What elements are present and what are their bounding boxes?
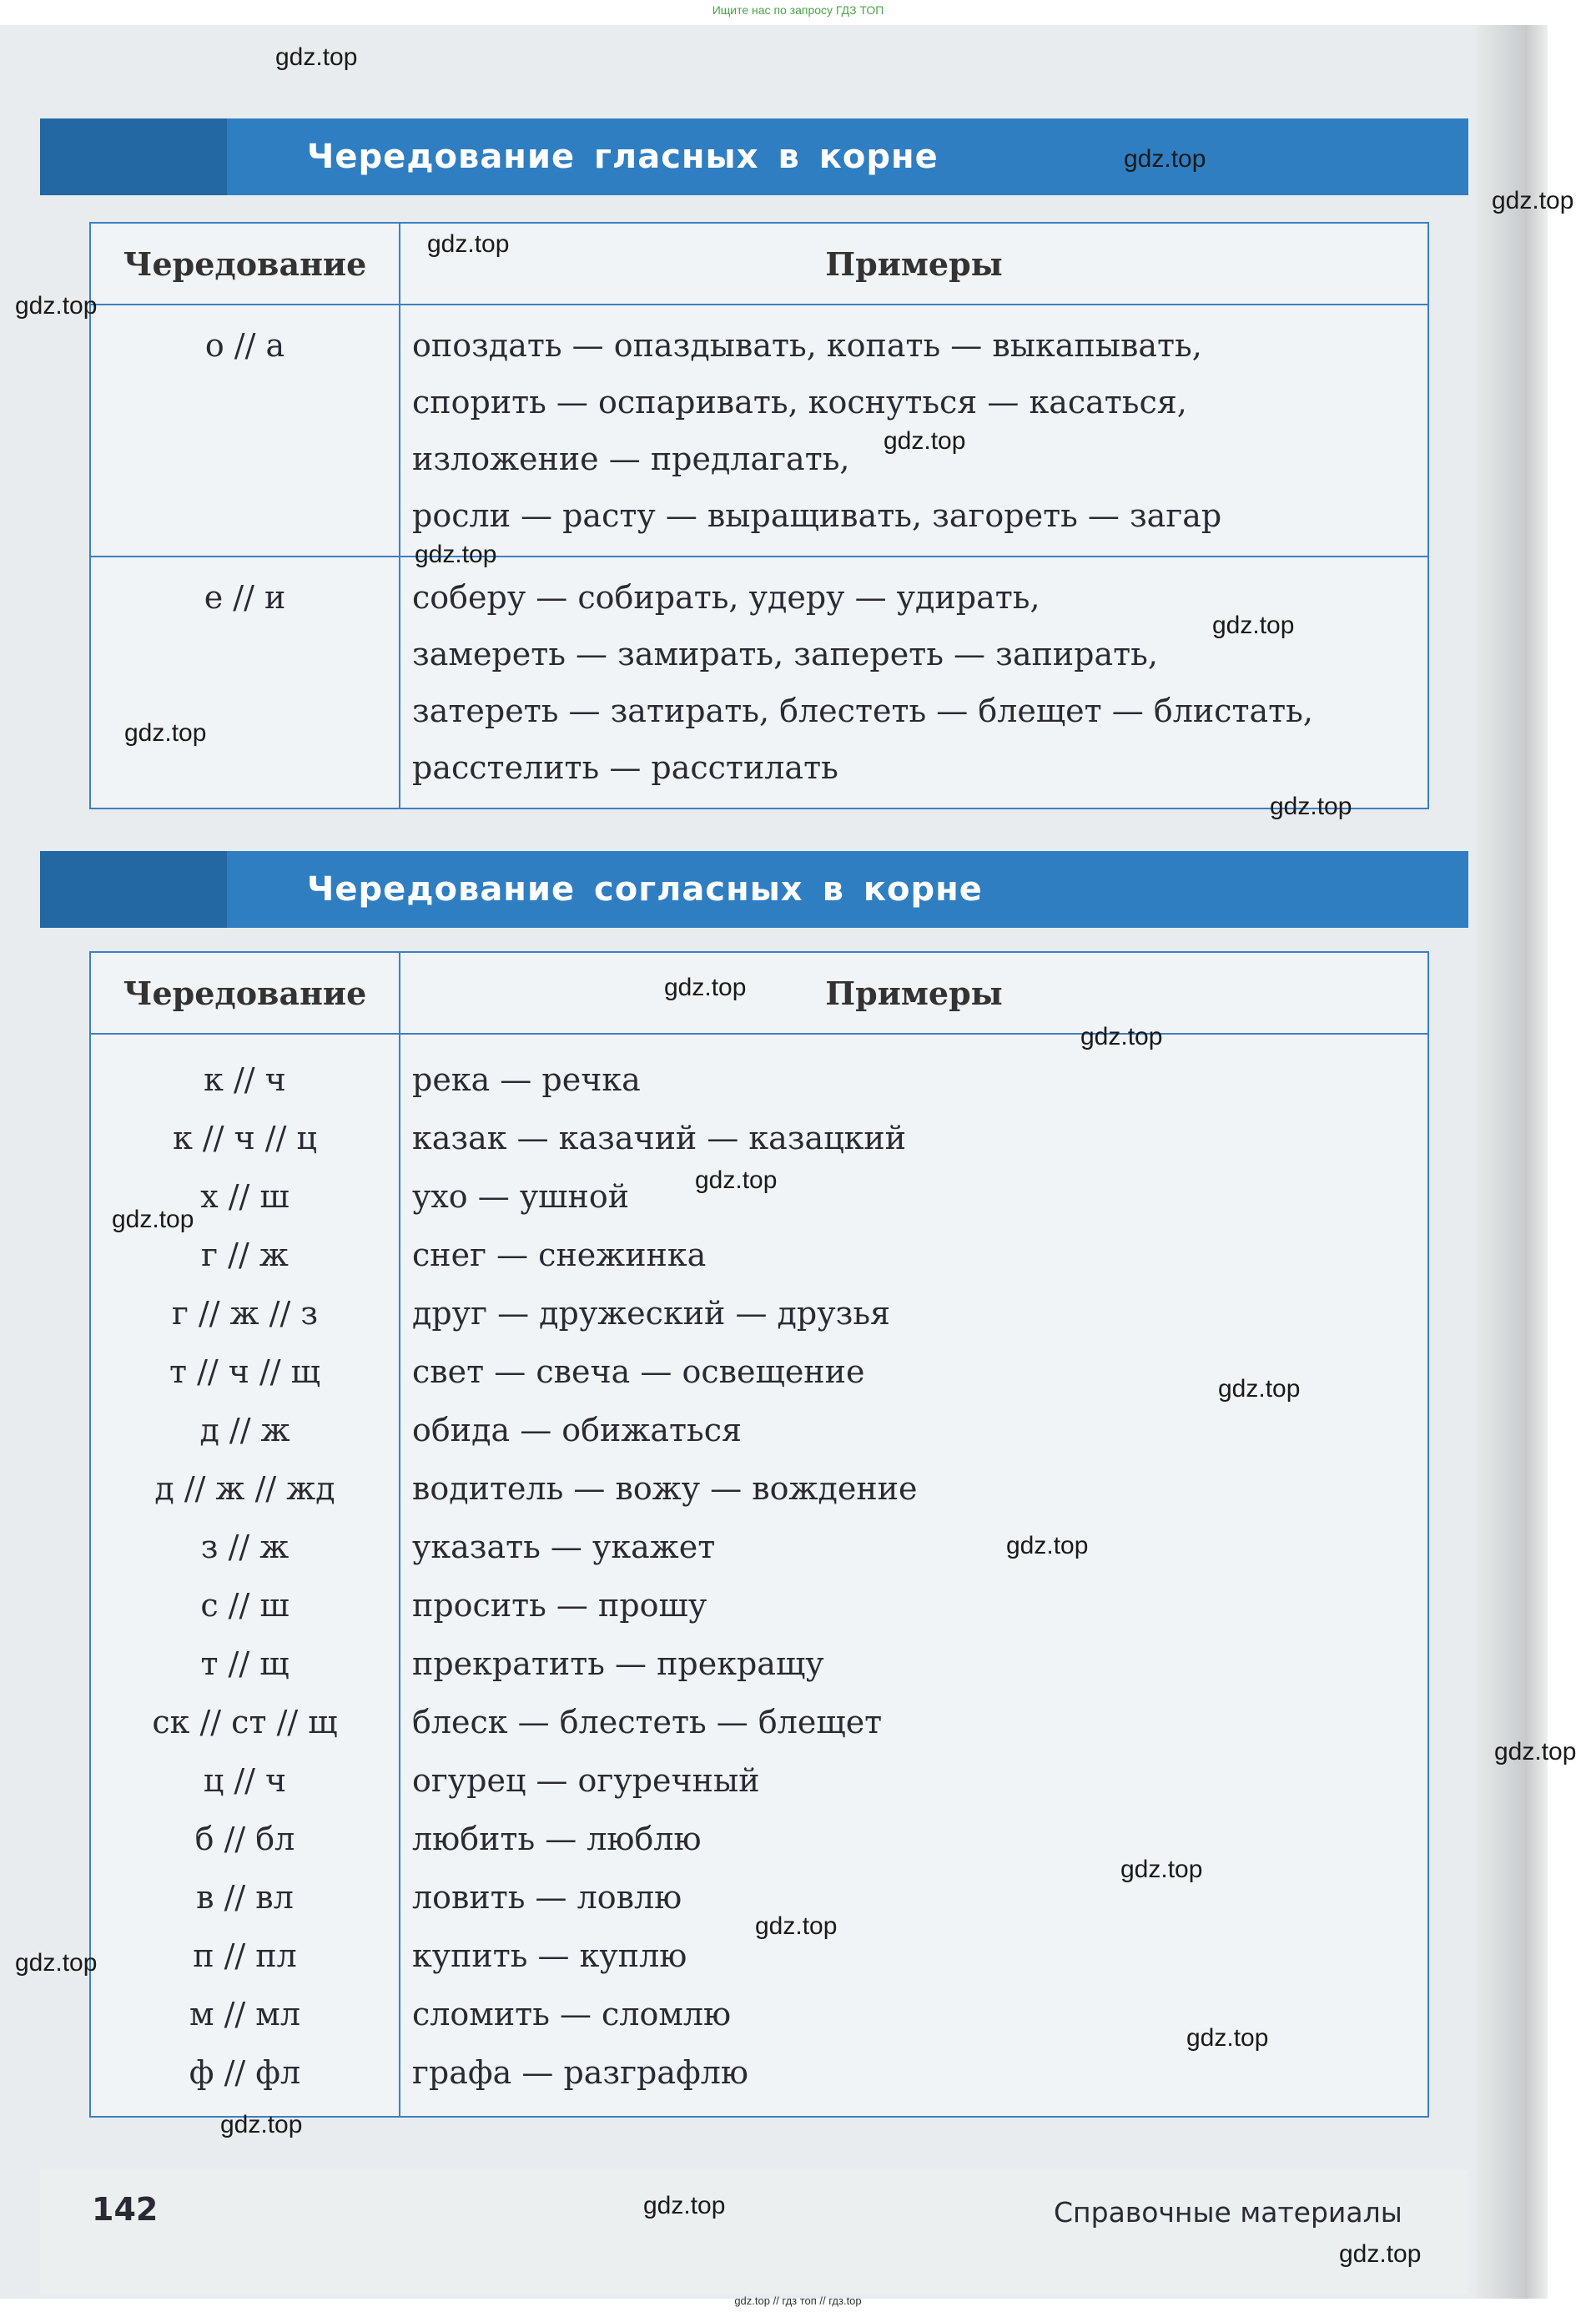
alternation-cell: м // мл xyxy=(90,1985,400,2043)
consonants-table-header xyxy=(90,952,1428,1034)
example-cell: любить — люблю xyxy=(412,1821,702,1857)
watermark: gdz.top xyxy=(15,1949,98,1977)
alternation-cell: б // бл xyxy=(90,1810,400,1868)
table-row xyxy=(90,2043,1428,2117)
watermark: gdz.top xyxy=(1006,1532,1089,1559)
alternation-cell: ск // ст // щ xyxy=(90,1693,400,1751)
example-cell: сломить — сломлю xyxy=(412,1996,732,2032)
vowels-header-band xyxy=(40,118,1468,195)
vowels-table xyxy=(89,222,1429,809)
consonants-header-band xyxy=(40,851,1468,928)
alternation-cell: д // ж // жд xyxy=(90,1459,400,1518)
example-cell: друг — дружеский — друзья xyxy=(412,1295,890,1332)
example-cell: указать — укажет xyxy=(412,1529,716,1565)
watermark: gdz.top xyxy=(1080,1023,1163,1050)
watermark: gdz.top xyxy=(1212,612,1295,639)
watermark: gdz.top xyxy=(1124,145,1206,173)
table-row xyxy=(90,1109,1428,1167)
alternation-cell: г // ж // з xyxy=(90,1284,400,1342)
example-cell: просить — прошу xyxy=(412,1587,707,1624)
watermark: gdz.top xyxy=(695,1166,778,1194)
alternation-cell: в // вл xyxy=(90,1868,400,1927)
footer-strip xyxy=(40,2169,1468,2294)
watermark: gdz.top xyxy=(1120,1856,1203,1883)
example-cell: свет — свеча — освещение xyxy=(412,1353,865,1390)
example-line: затереть — затирать, блестеть — блещет — блистать, xyxy=(412,693,1313,729)
table-row xyxy=(90,557,1428,808)
alternation-label: о // а xyxy=(204,327,285,364)
example-cell: казак — казачий — казацкий xyxy=(412,1120,907,1156)
watermark: gdz.top xyxy=(1270,793,1352,820)
watermark: gdz.top xyxy=(1339,2240,1422,2268)
example-cell: купить — куплю xyxy=(412,1937,687,1974)
watermark: gdz.top xyxy=(415,541,497,568)
watermark: gdz.top xyxy=(755,1912,838,1940)
alternation-cell: д // ж xyxy=(90,1401,400,1459)
watermark: gdz.top xyxy=(1186,2024,1269,2052)
consonants-col-alternation: Чередование xyxy=(90,952,400,1034)
example-cell: прекратить — прекращу xyxy=(412,1645,824,1682)
table-row xyxy=(90,1226,1428,1284)
section-name: Справочные материалы xyxy=(1054,2196,1402,2229)
table-row xyxy=(90,1810,1428,1868)
table-row xyxy=(90,1284,1428,1342)
example-line: спорить — оспаривать, коснуться — касаться, xyxy=(412,384,1187,421)
alternation-cell: к // ч xyxy=(90,1034,400,1109)
watermark: gdz.top xyxy=(124,719,207,747)
table-row xyxy=(90,1635,1428,1693)
page-gutter xyxy=(1477,25,1548,2299)
watermark: gdz.top xyxy=(112,1206,194,1233)
example-cell: ловить — ловлю xyxy=(412,1879,682,1916)
watermark: gdz.top xyxy=(884,427,966,455)
alternation-label: е // и xyxy=(204,579,286,616)
example-line: опоздать — опаздывать, копать — выкапывать, xyxy=(412,327,1202,364)
example-cell: река — речка xyxy=(412,1061,641,1098)
example-cell: графа — разграфлю xyxy=(412,2054,749,2091)
table-row xyxy=(90,305,1428,557)
vowels-col-alternation: Чередование xyxy=(90,223,400,305)
example-cell: блеск — блестеть — блещет xyxy=(412,1704,883,1740)
table-row xyxy=(90,1751,1428,1810)
watermark: gdz.top xyxy=(664,974,747,1001)
alternation-cell: с // ш xyxy=(90,1576,400,1635)
page-number: 142 xyxy=(92,2191,159,2228)
table-row xyxy=(90,1518,1428,1576)
example-line: замереть — замирать, запереть — запирать, xyxy=(412,636,1158,672)
example-cell: водитель — вожу — вождение xyxy=(412,1470,918,1507)
watermark: gdz.top xyxy=(1494,1738,1577,1765)
example-cell: снег — снежинка xyxy=(412,1237,707,1273)
table-row xyxy=(90,1034,1428,1109)
table-row xyxy=(90,1576,1428,1635)
table-row xyxy=(90,1401,1428,1459)
watermark: gdz.top xyxy=(427,230,510,258)
watermark: gdz.top xyxy=(275,43,358,71)
example-cell: обида — обижаться xyxy=(412,1412,742,1448)
vowels-title: Чередование гласных в корне xyxy=(307,138,939,176)
top-note: Ищите нас по запросу ГДЗ ТОП xyxy=(712,3,884,17)
alternation-cell: х // ш xyxy=(90,1167,400,1226)
header-band-accent xyxy=(40,118,227,195)
alternation-cell: т // ч // щ xyxy=(90,1342,400,1401)
example-line: соберу — собирать, удеру — удирать, xyxy=(412,579,1040,616)
header-band-accent xyxy=(40,851,227,928)
watermark: gdz.top xyxy=(1492,187,1574,214)
alternation-cell: ф // фл xyxy=(90,2043,400,2117)
alternation-cell: ц // ч xyxy=(90,1751,400,1810)
consonants-table-body xyxy=(90,1034,1428,2117)
alternation-cell xyxy=(90,305,400,557)
table-row xyxy=(90,1459,1428,1518)
vowels-table-header xyxy=(90,223,1428,305)
alternation-cell: к // ч // ц xyxy=(90,1109,400,1167)
example-line: росли — расту — выращивать, загореть — загар xyxy=(412,497,1222,534)
alternation-cell: п // пл xyxy=(90,1927,400,1985)
consonants-title: Чередование согласных в корне xyxy=(307,870,983,909)
watermark: gdz.top xyxy=(1218,1375,1301,1403)
table-row xyxy=(90,1693,1428,1751)
watermark: gdz.top xyxy=(15,292,98,320)
example-line: изложение — предлагать, xyxy=(412,441,850,477)
examples-cell xyxy=(400,557,1428,808)
alternation-cell: т // щ xyxy=(90,1635,400,1693)
watermark: gdz.top xyxy=(220,2111,303,2138)
example-cell: ухо — ушной xyxy=(412,1178,630,1215)
watermark: gdz.top xyxy=(643,2192,726,2219)
vowels-col-examples: Примеры xyxy=(400,223,1428,305)
alternation-cell: г // ж xyxy=(90,1226,400,1284)
example-cell: огурец — огуречный xyxy=(412,1762,760,1799)
consonants-col-examples: Примеры xyxy=(400,952,1428,1034)
alternation-cell: з // ж xyxy=(90,1518,400,1576)
example-line: расстелить — расстилать xyxy=(412,749,838,786)
consonants-table xyxy=(89,951,1429,2118)
bottom-note: gdz.top // гдз топ // гдз.top xyxy=(734,2294,862,2307)
alternation-cell xyxy=(90,557,400,808)
